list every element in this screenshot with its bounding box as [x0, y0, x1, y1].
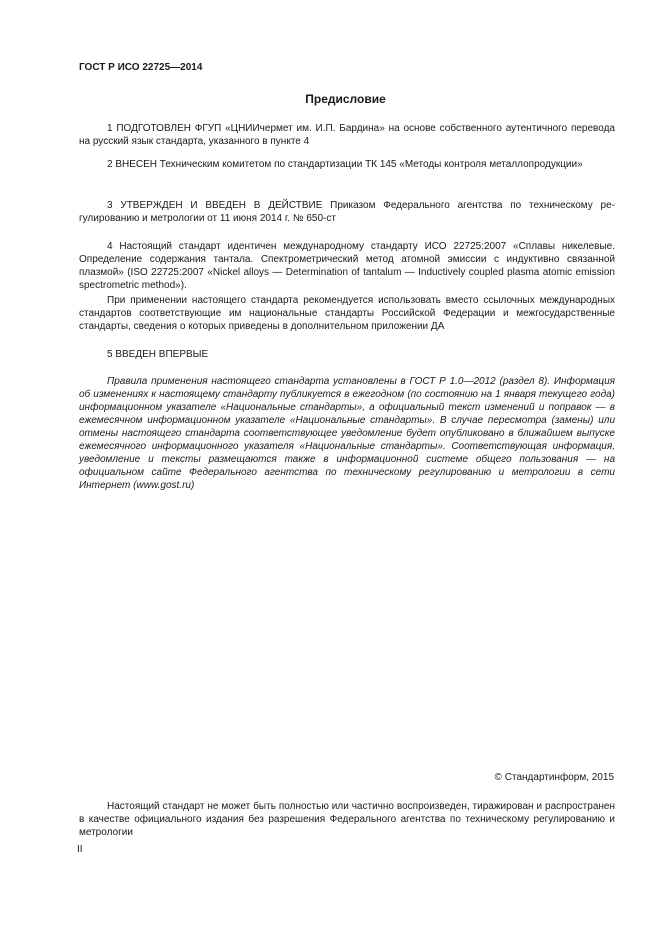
page-title: Предисловие: [305, 92, 386, 106]
item-4-note-text: При применении настоящего стандарта рекомендуется использовать вместо ссылочных международных стандартов соответствующие им национальные стандарты Российской Федерации и межгосударственные стандарты, сведения о которых приведены в дополнительном приложении ДА: [79, 295, 615, 332]
item-1: [79, 122, 615, 148]
copyright: © Стандартинформ, 2015: [494, 772, 614, 783]
reproduction-notice-text: Настоящий стандарт не может быть полностью или частично воспроизведен, тиражирован и распространен в качестве официального издания без разрешения Федерального агентства по техническому регулированию и метрологии: [79, 801, 615, 838]
item-4: [79, 240, 615, 292]
item-3-text: 3 УТВЕРЖДЕН И ВВЕДЕН В ДЕЙСТВИЕ Приказом Федерального агентства по техническому регулированию и метрологии от 11 июня 2014 г. № 650-ст: [79, 200, 615, 224]
item-4-text: 4 Настоящий стандарт идентичен международному стандарту ИСО 22725:2007 «Сплавы никелевые. Определение содержания тантала. Спектрометрический метод атомной эмиссии с индуктивно связанной плазмой» (ISO 22725:2007 «Nickel alloys — Determination of tantalum — Inductively coupled plasma atomic emission spectrometric method»).: [79, 241, 615, 291]
item-3: [79, 199, 615, 225]
item-1-text: 1 ПОДГОТОВЛЕН ФГУП «ЦНИИчермет им. И.П. Бардина» на основе собственного аутентичного перевода на русский язык стандарта, указанного в пункте 4: [79, 123, 615, 147]
page-number: II: [77, 844, 83, 855]
reproduction-notice: [79, 800, 615, 839]
document-code: ГОСТ Р ИСО 22725—2014: [79, 62, 203, 73]
item-4-note: [79, 294, 615, 333]
item-2-text: 2 ВНЕСЕН Техническим комитетом по стандартизации ТК 145 «Методы контроля металлопродукции»: [107, 159, 583, 170]
item-5-text: 5 ВВЕДЕН ВПЕРВЫЕ: [107, 349, 209, 360]
item-2: [79, 158, 615, 171]
usage-notice-text: Правила применения настоящего стандарта установлены в ГОСТ Р 1.0—2012 (раздел 8). Информация об изменениях к настоящему стандарту публикуется в ежегодном (по состоянию на 1 января текущего года) информационном указателе «Национальные стандарты», а официальный текст изменений и поправок — в ежемесячном информационном указателе «Национальные стандарты». В случае пересмотра (замены) или отмены настоящего стандарта соответствующее уведомление будет опубликовано в ближайшем выпуске ежемесячного информационного указателя «Национальные стандарты». Соответствующая информация, уведомление и тексты размещаются также в информационной системе общего пользования — на официальном сайте Федерального агентства по техническому регулированию и метрологии в сети Интернет (www.gost.ru): [79, 376, 615, 491]
item-5: [79, 348, 615, 361]
usage-notice: [79, 375, 615, 492]
